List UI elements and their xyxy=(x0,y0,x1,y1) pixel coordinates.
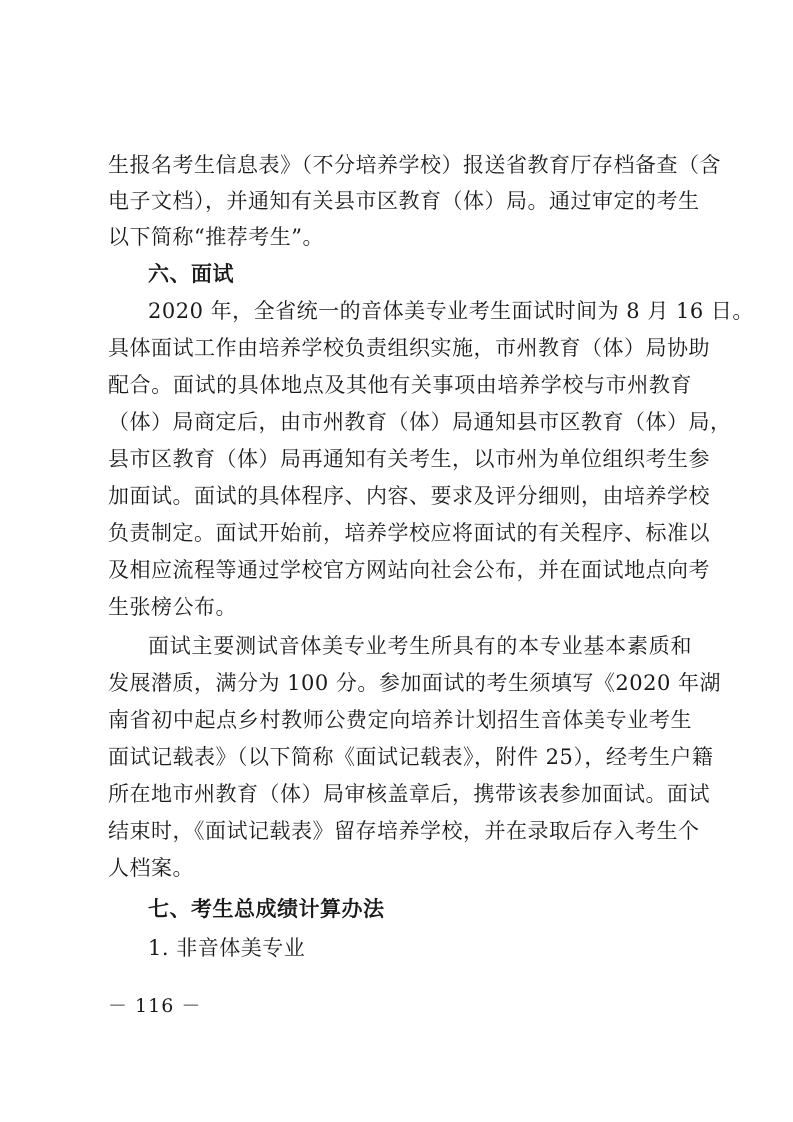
paragraph-2-line-6: 加面试。面试的具体程序、内容、要求及评分细则，由培养学校 xyxy=(108,484,710,508)
section-heading-interview: 六、面试 xyxy=(148,262,234,286)
section-heading-score-calculation: 七、考生总成绩计算办法 xyxy=(148,897,385,921)
paragraph-2-line-4: （体）局商定后，由市州教育（体）局通知县市区教育（体）局， xyxy=(108,410,732,434)
paragraph-3-line-4: 面试记载表》（以下简称《面试记载表》，附件 25），经考生户籍 xyxy=(108,745,714,769)
paragraph-2-line-3: 配合。面试的具体地点及其他有关事项由培养学校与市州教育 xyxy=(108,373,692,397)
paragraph-3-line-5: 所在地市州教育（体）局审核盖章后，携带该表参加面试。面试 xyxy=(108,782,710,806)
paragraph-2-line-7: 负责制定。面试开始前，培养学校应将面试的有关程序、标准以 xyxy=(108,521,710,545)
paragraph-3-line-7: 人档案。 xyxy=(108,856,194,880)
paragraph-1-line-3: 以下简称“推荐考生”。 xyxy=(108,225,324,249)
paragraph-3-line-1: 面试主要测试音体美专业考生所具有的本专业基本素质和 xyxy=(148,634,692,658)
list-item-non-art-majors: 1. 非音体美专业 xyxy=(148,936,306,960)
paragraph-2-line-1: 2020 年，全省统一的音体美专业考生面试时间为 8 月 16 日。 xyxy=(148,299,754,323)
paragraph-2-line-5: 县市区教育（体）局再通知有关考生，以市州为单位组织考生参 xyxy=(108,447,710,471)
paragraph-2-line-9: 生张榜公布。 xyxy=(108,595,237,619)
paragraph-3-line-2: 发展潜质，满分为 100 分。参加面试的考生须填写《2020 年湖 xyxy=(108,671,722,695)
paragraph-3-line-6: 结束时，《面试记载表》留存培养学校，并在录取后存入考生个 xyxy=(108,819,700,843)
paragraph-1-line-2: 电子文档），并通知有关县市区教育（体）局。通过审定的考生 xyxy=(108,189,700,213)
paragraph-1-line-1: 生报名考生信息表》（不分培养学校）报送省教育厅存档备查（含 xyxy=(108,153,721,177)
paragraph-3-line-3: 南省初中起点乡村教师公费定向培养计划招生音体美专业考生 xyxy=(108,708,692,732)
page-number: － 116 － xyxy=(108,995,202,1017)
paragraph-2-line-2: 具体面试工作由培养学校负责组织实施，市州教育（体）局协助 xyxy=(108,336,710,360)
paragraph-2-line-8: 及相应流程等通过学校官方网站向社会公布，并在面试地点向考 xyxy=(108,558,710,582)
